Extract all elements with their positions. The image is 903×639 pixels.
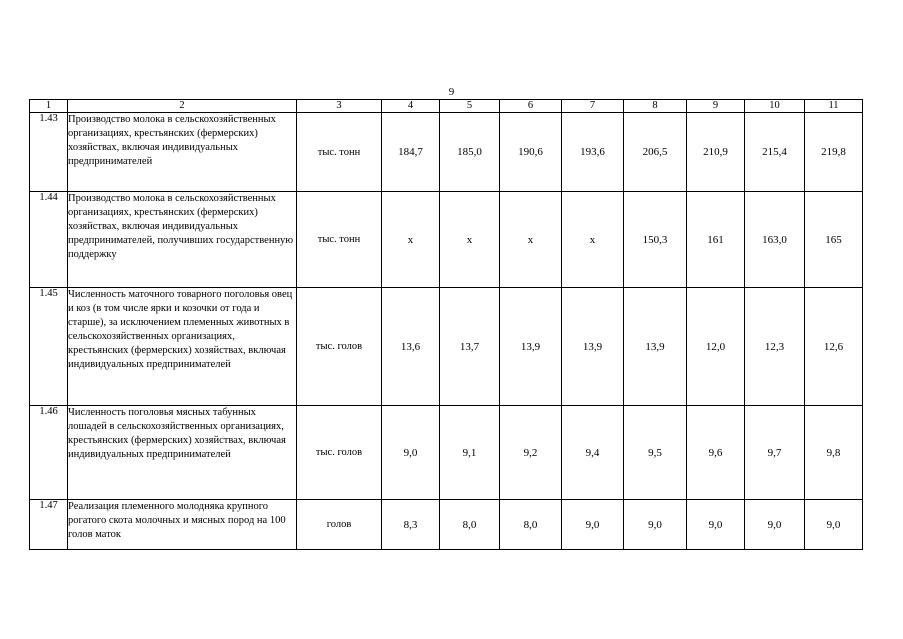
value-cell: 13,9 xyxy=(500,288,562,406)
table-row xyxy=(30,288,863,406)
value-cell: 215,4 xyxy=(745,113,805,192)
value-cell: х xyxy=(382,192,440,288)
header-col-8: 8 xyxy=(624,100,687,113)
page-number: 9 xyxy=(448,86,455,98)
table-row xyxy=(30,113,863,192)
value-cell: 9,0 xyxy=(624,500,687,550)
value-cell: 13,7 xyxy=(440,288,500,406)
unit: тыс. голов xyxy=(297,288,382,406)
row-number: 1.44 xyxy=(30,192,68,288)
unit: тыс. тонн xyxy=(297,113,382,192)
value-cell: 9,0 xyxy=(805,500,863,550)
value-cell: х xyxy=(440,192,500,288)
value-cell: 9,7 xyxy=(745,406,805,500)
indicator-name: Производство молока в сельскохозяйственных организациях, крестьянских (фермерских) хозяйствах, включая индивидуальных предпринимателей xyxy=(68,113,297,192)
value-cell: 210,9 xyxy=(687,113,745,192)
indicator-name: Численность маточного товарного поголовья овец и коз (в том числе ярки и козочки от года и старше), за исключением племенных животных в сельскохозяйственных организациях, крестьянских (фермерских) хозяйствах, включая индивидуальных предпринимателей xyxy=(68,288,297,406)
row-number: 1.47 xyxy=(30,500,68,550)
value-cell: 150,3 xyxy=(624,192,687,288)
value-cell: 9,5 xyxy=(624,406,687,500)
value-cell: 206,5 xyxy=(624,113,687,192)
header-col-10: 10 xyxy=(745,100,805,113)
value-cell: 163,0 xyxy=(745,192,805,288)
value-cell: 9,0 xyxy=(687,500,745,550)
value-cell: 9,0 xyxy=(745,500,805,550)
header-col-7: 7 xyxy=(562,100,624,113)
indicator-name: Производство молока в сельскохозяйственных организациях, крестьянских (фермерских) хозяйствах, включая индивидуальных предпринимателей, получивших государственную поддержку xyxy=(68,192,297,288)
header-row xyxy=(30,100,863,113)
value-cell: 9,0 xyxy=(562,500,624,550)
value-cell: 161 xyxy=(687,192,745,288)
value-cell: х xyxy=(500,192,562,288)
header-col-1: 1 xyxy=(30,100,68,113)
header-col-6: 6 xyxy=(500,100,562,113)
table-row xyxy=(30,406,863,500)
value-cell: 12,3 xyxy=(745,288,805,406)
value-cell: 193,6 xyxy=(562,113,624,192)
value-cell: 13,6 xyxy=(382,288,440,406)
value-cell: 8,3 xyxy=(382,500,440,550)
value-cell: 185,0 xyxy=(440,113,500,192)
value-cell: 9,6 xyxy=(687,406,745,500)
value-cell: 219,8 xyxy=(805,113,863,192)
value-cell: 13,9 xyxy=(562,288,624,406)
value-cell: 9,4 xyxy=(562,406,624,500)
value-cell: 9,2 xyxy=(500,406,562,500)
table-row xyxy=(30,500,863,550)
indicators-table xyxy=(29,99,863,550)
header-col-9: 9 xyxy=(687,100,745,113)
header-col-3: 3 xyxy=(297,100,382,113)
value-cell: 8,0 xyxy=(500,500,562,550)
unit: тыс. голов xyxy=(297,406,382,500)
value-cell: 9,1 xyxy=(440,406,500,500)
value-cell: 190,6 xyxy=(500,113,562,192)
value-cell: 12,0 xyxy=(687,288,745,406)
value-cell: 12,6 xyxy=(805,288,863,406)
value-cell: 165 xyxy=(805,192,863,288)
header-col-4: 4 xyxy=(382,100,440,113)
value-cell: 9,0 xyxy=(382,406,440,500)
value-cell: 184,7 xyxy=(382,113,440,192)
table-row xyxy=(30,192,863,288)
indicator-name: Реализация племенного молодняка крупного рогатого скота молочных и мясных пород на 100 голов маток xyxy=(68,500,297,550)
header-col-2: 2 xyxy=(68,100,297,113)
unit: тыс. тонн xyxy=(297,192,382,288)
value-cell: 13,9 xyxy=(624,288,687,406)
header-col-11: 11 xyxy=(805,100,863,113)
row-number: 1.45 xyxy=(30,288,68,406)
row-number: 1.43 xyxy=(30,113,68,192)
header-col-5: 5 xyxy=(440,100,500,113)
unit: голов xyxy=(297,500,382,550)
value-cell: 8,0 xyxy=(440,500,500,550)
value-cell: х xyxy=(562,192,624,288)
row-number: 1.46 xyxy=(30,406,68,500)
value-cell: 9,8 xyxy=(805,406,863,500)
indicator-name: Численность поголовья мясных табунных лошадей в сельскохозяйственных организациях, крестьянских (фермерских) хозяйствах, включая индивидуальных предпринимателей xyxy=(68,406,297,500)
